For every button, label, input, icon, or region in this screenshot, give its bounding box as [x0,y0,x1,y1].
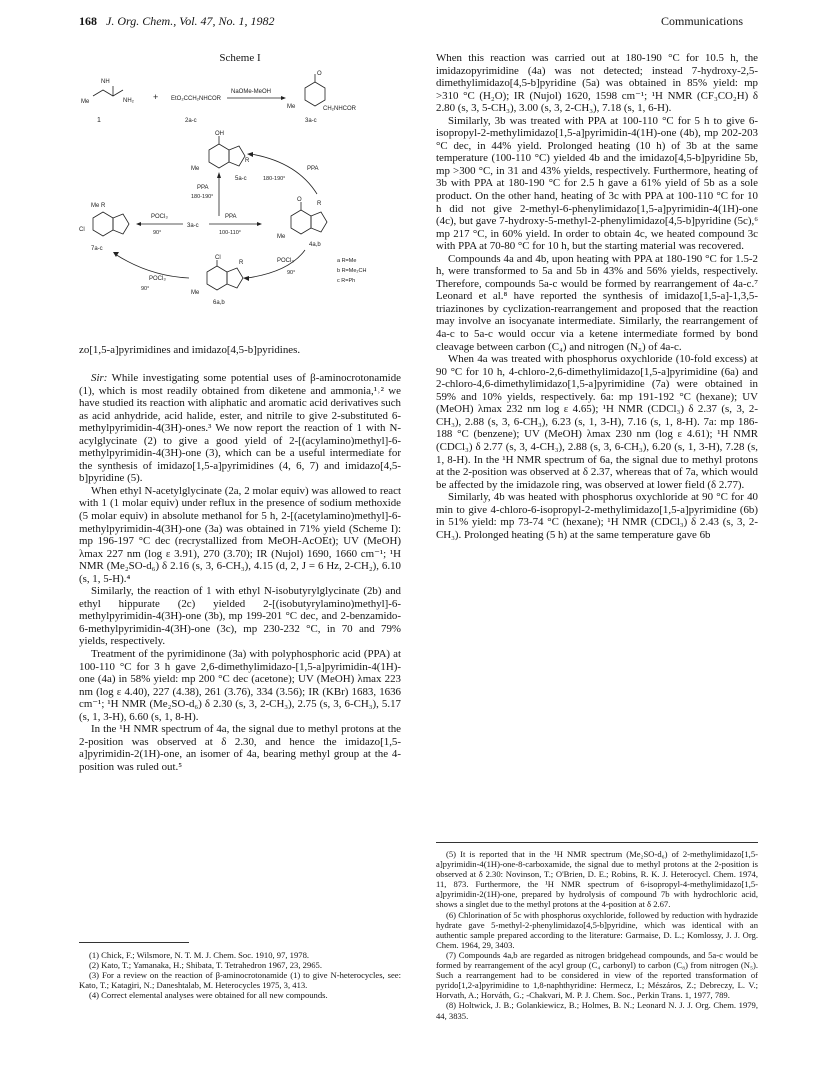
temp-90-bl: 90° [141,286,150,292]
cl-label: Cl [215,255,221,261]
arrowhead [136,222,141,226]
arrow-4-to-6 [247,250,305,278]
compound-2-label: 2a-c [185,118,197,124]
r-group-a: a R=Me [337,258,357,264]
compound-3-structure [305,74,325,106]
body-paragraph: Compounds 4a and 4b, upon heating with PPA at 180-190 °C for 1.5-2 h, were transformed to 5a and 5b in 43% and 56% yields, respectively. Therefore, compounds 5a-c would be formed by rearrangement of 4a-c.⁷ Leonard et al.⁸ have reported the synthesis of imidazo[1,5-a]-1,3,5-triazinones by cyclization-rearrangement and proposed that the reaction may involve an isocyanate intermediate. Similarly, the rearrangement of 4a-c to 5a-c would occur via a ketene intermediate formed by bond cleavage between carbon (C₄) and nitrogen (N₅) of 4a-c. [436,252,758,353]
compound-4-label: 4a,b [309,242,321,248]
cl-label: Cl [79,227,85,233]
r-group-b: b R=Me₂CH [337,268,367,274]
compound-1-label: 1 [97,117,101,124]
arrowhead [281,96,286,100]
footnote: (8) Holtwick, J. B.; Golankiewicz, B.; Holmes, B. N.; Leonard N. J. J. Org. Chem. 1979, 44, 3835. [436,1000,758,1021]
me-label: Me [191,166,200,172]
r-label: R [317,201,322,207]
body-paragraph: Similarly, the reaction of 1 with ethyl N-isobutyrylglycinate (2b) and ethyl hippurate (2c) yielded 2-[(isobutyrylamino)methyl]-6-methylpyrimidin-4(3H)-one (3b), mp 199-201 °C dec, and 2-benzamido-6-methylpyrimidin-4(3H)-one (3c), mp 230-232 °C, in 70 and 79% yields, respectively. [79,585,401,648]
arrowhead [217,172,221,178]
o-label: O [317,71,322,77]
footnote: (4) Correct elemental analyses were obtained for all new compounds. [89,990,328,1001]
compound-7-structure [93,212,129,236]
footnote: (6) Chlorination of 5c with phosphorus oxychloride, followed by reduction with hydrazide hydrate gave 5-methyl-2-phenylimidazo[4,5-b]pyridine, which was identical with an authentic sample prepared according to the literature: Garmaise, D. L.; Komlossy, J. J. Org. Chem. 1964, 29, 3403. [436,909,758,950]
ppa-center-label: PPA [225,214,237,220]
body-paragraph: Similarly, 3b was treated with PPA at 100-110 °C for 5 h to give 6-isopropyl-2-methylimidazo[1,5-a]pyrimidin-4(1H)-one (4b), mp 202-203 °C dec, in 44% yield. Prolonged heating (10 h) of 3b at the same temperature (100-110 °C) yielded 4b and the imidazo[4,5-b]pyridine 5b, mp >300 °C, in 31 and 43% yields, respectively. Furthermore, heating of 3b with PPA at 180-190 °C for 2.5 h gave a 61% yield of 5b as a sole product. On the other hand, heating of 3c with PPA at 100-110 °C for 10 h did not give 2-methyl-6-phenylimidazo[1,5-a]pyrimidin-4(1H)-one (4c), but gave 7-hydroxy-5-methyl-2-phenylimidazo[4,5-b]pyridine (5c),⁶ mp 217 °C, in 60% yield. In order to obtain 4c, we heated compound 3c with PPA at 70-80 °C for 10 h, but the starting material was recovered. [436,114,758,253]
reagent-naome: NaOMe-MeOH [231,89,272,95]
temp-90-left: 90° [153,230,162,236]
me-r-label: Me R [91,203,106,209]
me-label: Me [287,104,296,110]
footnote: (2) Kato, T.; Yamanaka, H.; Shibata, T. Tetrahedron 1967, 23, 2965. [89,960,322,971]
temp-90-br: 90° [287,270,296,276]
plus-sign: + [153,92,159,102]
body-paragraph: When this reaction was carried out at 180-190 °C for 10.5 h, the imidazopyrimidine (4a) was not detected; instead 7-hydroxy-2,5-dimethylimidazo[4,5-b]pyridine (5a) was obtained in 85% yield: mp >310 °C (H₂O); IR (Nujol) 1620, 1598 cm⁻¹; ¹H NMR (CF₃CO₂H) δ 2.80 (s, 3, 5-CH₃), 3.00 (s, 3, 2-CH₃), 7.18 (s, 1, 6-H). [436,52,758,115]
r-label: R [239,260,244,266]
footnote-rule [436,842,758,843]
temp-left-label: 180-190° [191,194,214,200]
pocl3-left-label: POCl₃ [151,214,168,220]
reagent-2-formula: EtO₂CCH₂NHCOR [171,96,221,102]
footnote: (5) It is reported that in the ¹H NMR spectrum (Me₂SO-d₆) of 2-methylimidazo[1,5-a]pyrimidin-4(1H)-one-8-carboxamide, the signal due to methyl protons at the 2-position is observed at δ 2.30: Novinson, T.; O'Brien, D. E.; Robins, R. K. J. Heterocycl. Chem. 1974, 11, 873. Furthermore, the ¹H NMR spectrum of 6-isopropyl-4-methylimidazo[1,5-a]pyrimidin-2(1H)-one, prepared by hydrolysis of compound 7b with hydrochloric acid, shows a singlet due to the methyl protons at the 4-position at δ 2.67. [436,849,758,910]
temp-right-label: 180-190° [263,176,286,182]
scheme-caption-fragment: zo[1,5-a]pyrimidines and imidazo[4,5-b]pyridines. [79,344,301,356]
pocl3-bottom-left: POCl₃ [149,276,166,282]
left-column-body [79,372,401,774]
compound-5-label: 5a-c [235,176,247,182]
running-header [79,14,743,30]
left-footnotes [79,950,401,1000]
body-paragraph: Similarly, 4b was heated with phosphorus oxychloride at 90 °C for 40 min to give 4-chloro-6-isopropyl-2-methylimidazo[1,5-a]pyrimidine (6b) in 51% yield: mp 73-74 °C (hexane); ¹H NMR (CDCl₃) δ 2.43 (s, 3, 2-CH₃). Prolonged heating (5 h) at the same temperature gave 6b [436,491,758,541]
body-paragraph: When 4a was treated with phosphorus oxychloride (10-fold excess) at 90 °C for 10 h, 4-chloro-2,6-dimethylimidazo[1,5-a]pyrimidine (6a) and 2-chloro-4,6-dimethylimidazo[1,5-a]pyrimidine (7a) were obtained in 59% and 10% yields, respectively. 6a: mp 191-192 °C (hexane); UV (MeOH) λmax 232 nm log ε 4.65); ¹H NMR (CDCl₃) δ 2.37 (s, 3, 2-CH₃), 2.88 (s, 3, 6-CH₃), 6.23 (s, 1, 3-H), 7.16 (s, 1, 8-H). 7a: mp 186-188 °C (benzene); UV (MeOH) λmax 230 nm (log ε 4.61); ¹H NMR (CDCl₃) δ 2.77 (s, 3, 4-CH₃), 2.88 (s, 3, 6-CH₃), 6.20 (s, 1, 3-H), 7.28 (s, 1, 8-H). In the ¹H NMR spectrum of 6a, the signal due to methyl protons at the 2-position was observed at δ 2.37, whereas that of 7a, which would be affected by the imidazole ring, was observed at lower field (δ 2.77). [436,353,758,491]
footnote: (3) For a review on the reaction of β-aminocrotonamide (1) to give N-heterocycles, see: Kato, T.; Katagiri, N.; Daneshtalab, M. Heterocycles 1975, 3, 413. [79,970,401,991]
salutation: Sir: [91,372,108,384]
oh-label: OH [215,131,224,137]
arrow-6-to-7 [115,254,189,278]
nh-label: NH [101,79,110,85]
compound-3-label: 3a-c [305,118,317,124]
footnote-rule [79,942,189,943]
scheme-drawing [79,66,401,331]
me-label: Me [191,290,200,296]
temp-center-label: 100-110° [219,230,241,236]
arrow-4-to-5 [251,154,317,194]
compound-7-label: 7a-c [91,246,103,252]
paragraph-text: While investigating some potential uses of β-aminocrotonamide (1), which is most readily obtained from diketene and ammonia,¹˒² we have studied its reaction with aliphatic and aromatic acid derivatives such as acid anhydride, acid halide, ester, and nitrile to give 2-substituted 6-methylpyrimidin-4(3H)-ones.³ We now report the reaction of 1 with N-acylglycinate (2) to give a good yield of 2-[(acylamino)methyl]-6-methylpyrimidin-4(3H)-one (3), which can be a useful intermediate for the synthesis of imidazo[1,5-a]pyrimidines (4, 6, 7) and imidazo[4,5-b]pyridine (5). [79,372,401,485]
reaction-scheme [79,66,401,331]
arrowhead [257,222,262,226]
right-footnotes [436,849,758,1021]
r-group-c: c R=Ph [337,278,356,284]
r-label: R [245,158,250,164]
nh2-label: NH₂ [123,98,134,104]
page-number: 168 [79,14,97,28]
compound-4-structure [291,202,327,234]
body-paragraph: In the ¹H NMR spectrum of 4a, the signal due to methyl protons at the 2-position was observed at δ 2.30, and hence the imidazo[1,5-a]pyrimidin-2(1H)-one, an isomer of 4a, bearing methyl group at the 4-position was ruled out.⁵ [79,723,401,773]
compound-6-structure [207,260,243,290]
compound-6-label: 6a,b [213,300,225,306]
compound-1-structure [93,86,123,96]
pocl3-bottom-right: POCl₃ [277,258,294,264]
arrowhead [247,152,253,157]
journal-citation: J. Org. Chem., Vol. 47, No. 1, 1982 [106,14,275,28]
right-column-body [436,52,758,541]
section-title: Communications [661,14,743,28]
arrowhead [243,276,249,281]
compound-5-structure [209,136,245,168]
center-compound-3-label: 3a-c [187,223,199,229]
o-label: O [297,197,302,203]
body-paragraph: Treatment of the pyrimidinone (3a) with polyphosphoric acid (PPA) at 100-110 °C for 3 h gave 2,6-dimethylimidazo-[1,5-a]pyrimidin-4(1H)-one (4a) in 58% yield: mp 200 °C dec (acetone); UV (MeOH) λmax 223 nm (log ε 4.40), 227 (4.38), 261 (3.76), 334 (3.56); IR (KBr) 1683, 1636 cm⁻¹; ¹H NMR (Me₂SO-d₆) δ 2.30 (s, 3, 2-CH₃), 2.75 (s, 3, 6-CH₃), 5.17 (s, 1, 3-H), 6.60 (s, 1, 8-H). [79,648,401,723]
body-paragraph [79,372,401,485]
scheme-title: Scheme I [219,52,261,64]
ch2nhcor-label: CH₂NHCOR [323,106,356,112]
me-label: Me [81,99,90,105]
footnote: (1) Chick, F.; Wilsmore, N. T. M. J. Chem. Soc. 1910, 97, 1978. [89,950,310,960]
body-paragraph: When ethyl N-acetylglycinate (2a, 2 molar equiv) was allowed to react with 1 (1 molar equiv) under reflux in the presence of sodium methoxide (5 molar equiv) in absolute methanol for 5 h, 2-[(acetylamino)methyl]-6-methylpyrimidin-4(3H)-one (3a) was obtained in 71% yield (Scheme I): mp 196-197 °C dec (recrystallized from MeOH-AcOEt); UV (MeOH) λmax 227 nm (log ε 3.91), 270 (3.70); IR (Nujol) 1690, 1660 cm⁻¹; ¹H NMR (Me₂SO-d₆) δ 2.16 (s, 3, 6-CH₃), 4.15 (d, 2, J = 6 Hz, 2-CH₂), 6.10 (s, 1, 5-H).⁴ [79,484,401,585]
footnote: (7) Compounds 4a,b are regarded as nitrogen bridgehead compounds, and 5a-c would be formed by rearrangement of the acyl group (C₄ carbonyl) to carbon (C₈) from nitrogen (N₅). Such a rearrangement had to be considered in view of the reported transformation of pyrido[1,2-a]pyrimidine to 1,8-naphthyridine: Hermecz, I.; Mészáros, Z.; Debreczy, L. V.; Horvath, A.; Horváth, G.; -Chakvari, M. P. J. Chem. Soc., Perkin Trans. 1, 1977, 789. [436,949,758,1001]
me-label: Me [277,234,286,240]
ppa-right-label: PPA [307,166,319,172]
ppa-left-label: PPA [197,185,209,191]
